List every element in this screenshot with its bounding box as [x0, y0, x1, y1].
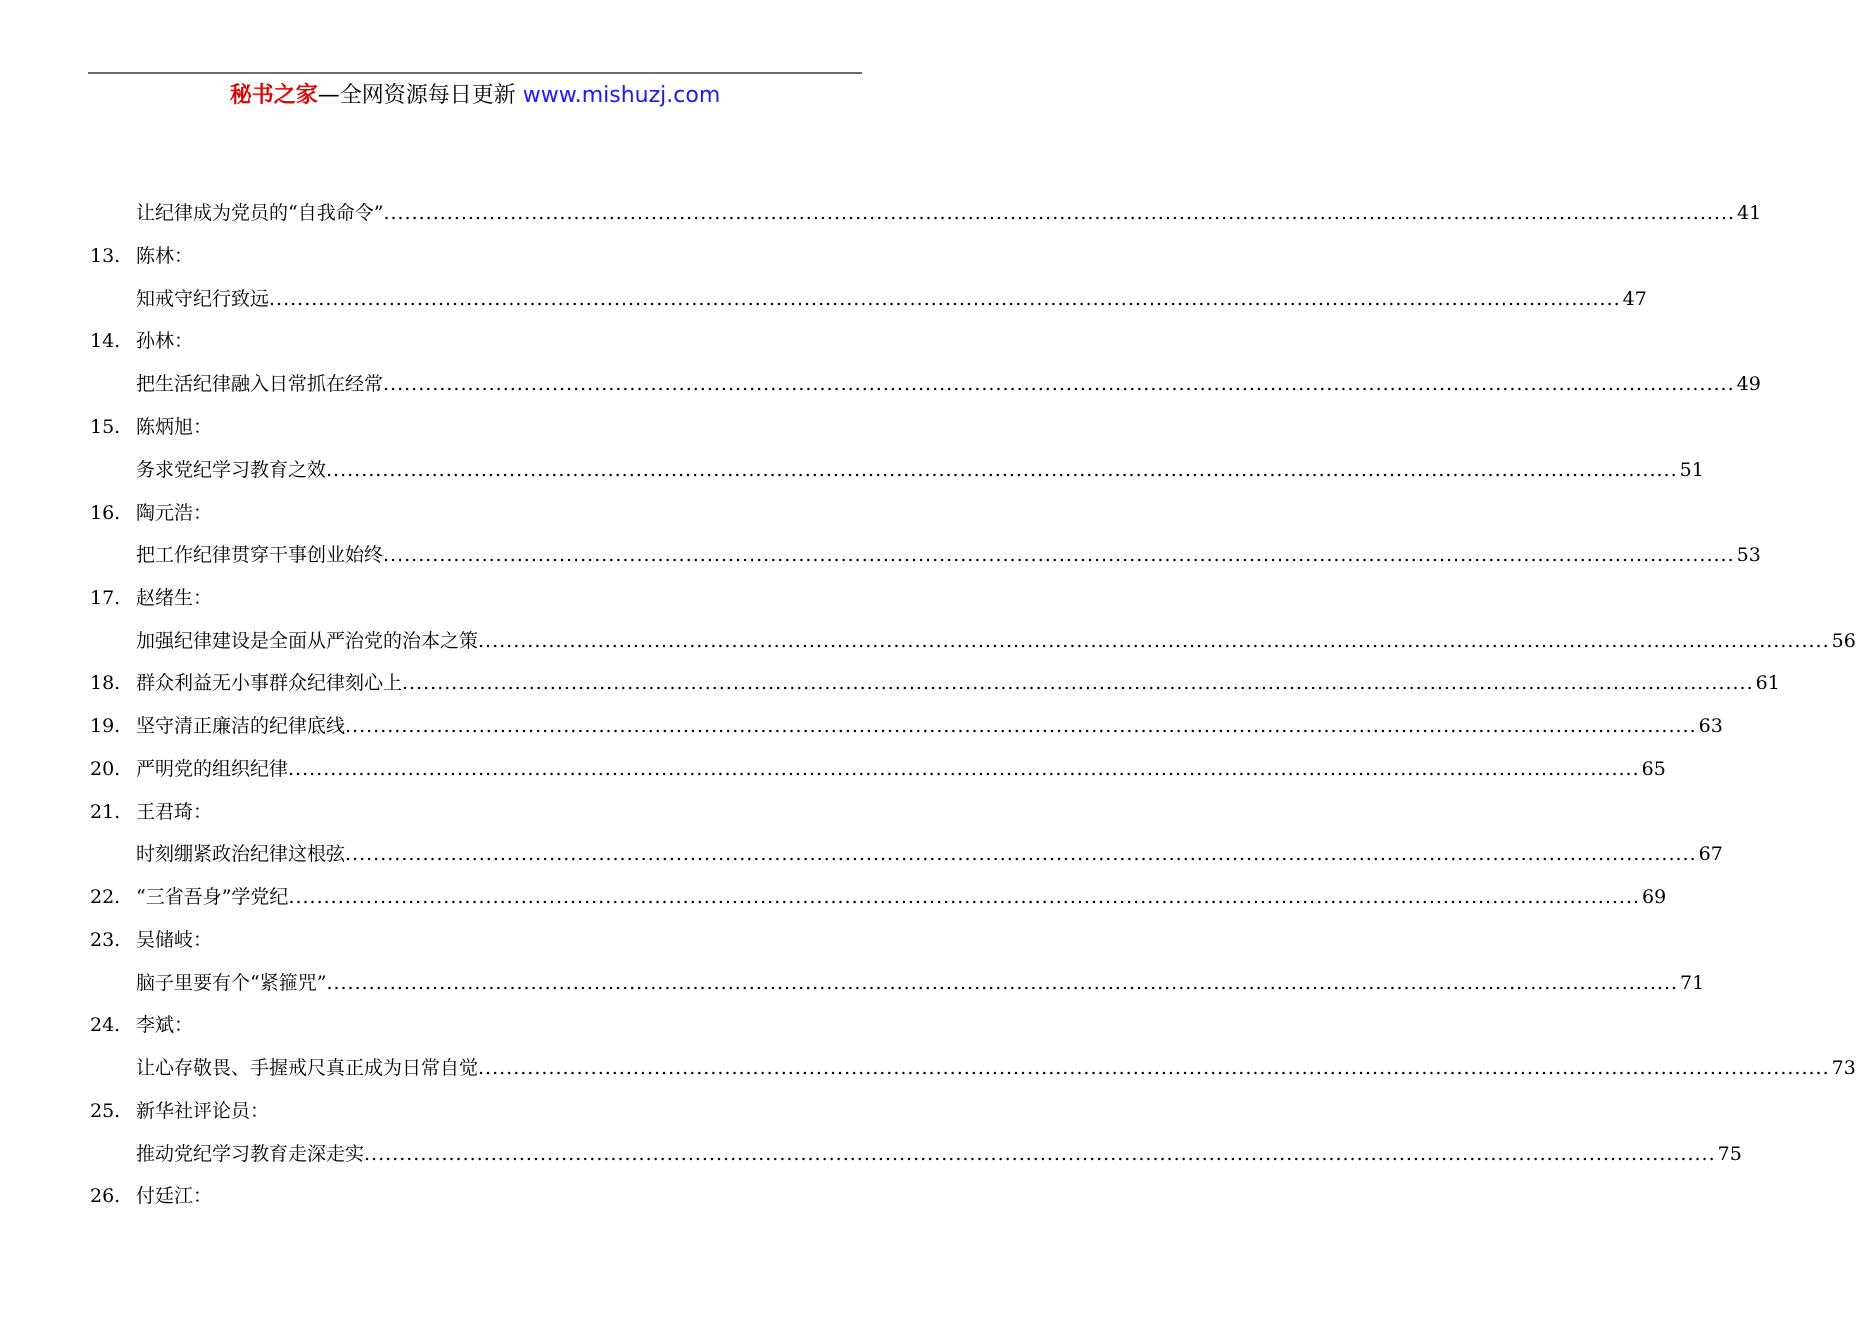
- toc-leader: ................................................................................................................................................................................................: [288, 886, 1641, 908]
- toc-number: 14.: [90, 330, 121, 352]
- toc-leader: ................................................................................................................................................................................................: [326, 972, 1679, 994]
- toc-entry[interactable]: [0, 369, 1761, 399]
- toc-entry-page: 41: [1737, 202, 1762, 224]
- toc-entry-title: 让心存敬畏、手握戒尺真正成为日常自觉: [136, 1057, 479, 1079]
- toc-entry[interactable]: [0, 626, 1856, 656]
- toc-number: 26.: [90, 1185, 121, 1207]
- toc-entry-page: 49: [1736, 373, 1761, 395]
- toc-entry[interactable]: [0, 882, 1667, 912]
- toc-entry-page: 61: [1755, 672, 1780, 694]
- toc-entry-page: 47: [1622, 288, 1647, 310]
- toc-entry-title: 群众利益无小事群众纪律刻心上: [136, 672, 403, 694]
- toc-author-name: 吴储岐：: [136, 929, 213, 951]
- toc-entry-title: 把生活纪律融入日常抓在经常: [136, 373, 384, 395]
- toc-entry-page: 53: [1736, 544, 1761, 566]
- toc-entry[interactable]: [0, 839, 1723, 869]
- toc-number: 25.: [90, 1100, 121, 1122]
- toc-entry-page: 56: [1831, 630, 1856, 652]
- toc-author-name: 新华社评论员：: [136, 1100, 270, 1122]
- toc-author: [0, 1096, 950, 1126]
- toc-entry-page: 51: [1679, 459, 1704, 481]
- toc-entry[interactable]: [0, 754, 1666, 784]
- toc-number: 13.: [90, 245, 121, 267]
- toc-leader: ................................................................................................................................................................................................: [345, 843, 1697, 865]
- toc-author-name: 陈林：: [136, 245, 194, 267]
- toc-entry-title: 严明党的组织纪律: [136, 758, 289, 780]
- toc-number: 20.: [90, 758, 121, 780]
- toc-entry-title: 坚守清正廉洁的纪律底线: [136, 715, 346, 737]
- toc-entry[interactable]: [0, 1139, 1742, 1169]
- toc-entry-page: 65: [1641, 758, 1666, 780]
- toc-entry[interactable]: [0, 540, 1761, 570]
- toc-entry-title: 脑子里要有个“紧箍咒”: [136, 972, 327, 994]
- toc-number: 15.: [90, 416, 121, 438]
- toc-author-name: 李斌：: [136, 1014, 194, 1036]
- toc-author: [0, 583, 950, 613]
- toc-number: 17.: [90, 587, 121, 609]
- toc-entry-page: 63: [1698, 715, 1723, 737]
- toc-entry[interactable]: [0, 198, 1762, 228]
- toc-entry-title: “三省吾身”学党纪: [136, 886, 289, 908]
- toc-leader: ................................................................................................................................................................................................: [364, 1143, 1716, 1165]
- toc-number: 24.: [90, 1014, 121, 1036]
- toc-author-name: 赵绪生：: [136, 587, 213, 609]
- toc-leader: ................................................................................................................................................................................................: [383, 202, 1736, 224]
- toc-leader: ................................................................................................................................................................................................: [288, 758, 1640, 780]
- toc-number: 22.: [90, 886, 121, 908]
- toc-number: 18.: [90, 672, 121, 694]
- toc-leader: ................................................................................................................................................................................................: [383, 544, 1735, 566]
- toc-entry-title: 让纪律成为党员的“自我命令”: [136, 202, 384, 224]
- toc-entry-title: 务求党纪学习教育之效: [136, 459, 327, 481]
- toc-leader: ................................................................................................................................................................................................: [478, 1057, 1830, 1079]
- toc-leader: ................................................................................................................................................................................................: [402, 672, 1754, 694]
- toc-author: [0, 498, 950, 528]
- toc-entry-title: 知戒守纪行致远: [136, 288, 270, 310]
- toc-author: [0, 1010, 950, 1040]
- toc-author-name: 孙林：: [136, 330, 194, 352]
- toc-entry[interactable]: [0, 455, 1704, 485]
- toc-entry[interactable]: [0, 968, 1705, 998]
- toc-leader: ................................................................................................................................................................................................: [269, 288, 1621, 310]
- header-tagline: —全网资源每日更新: [317, 83, 523, 108]
- toc-entry[interactable]: [0, 668, 1780, 698]
- toc-leader: ................................................................................................................................................................................................: [478, 630, 1830, 652]
- toc-number: 16.: [90, 502, 121, 524]
- toc-author-name: 陈炳旭：: [136, 416, 213, 438]
- toc-number: 23.: [90, 929, 121, 951]
- toc-author: [0, 925, 950, 955]
- toc-author-name: 付廷江：: [136, 1185, 213, 1207]
- toc-number: 19.: [90, 715, 121, 737]
- toc-author: [0, 326, 950, 356]
- toc-leader: ................................................................................................................................................................................................: [345, 715, 1697, 737]
- toc-entry-page: 75: [1717, 1143, 1742, 1165]
- toc-entry-title: 推动党纪学习教育走深走实: [136, 1143, 365, 1165]
- toc-leader: ................................................................................................................................................................................................: [383, 373, 1735, 395]
- toc-author: [0, 797, 950, 827]
- brand-name: 秘书之家: [229, 83, 318, 108]
- toc-author: [0, 241, 950, 271]
- toc-entry-page: 69: [1642, 886, 1667, 908]
- toc-entry-page: 71: [1680, 972, 1705, 994]
- toc-leader: ................................................................................................................................................................................................: [326, 459, 1678, 481]
- toc-entry-page: 67: [1698, 843, 1723, 865]
- toc-entry-title: 加强纪律建设是全面从严治党的治本之策: [136, 630, 479, 652]
- toc-author-name: 王君琦：: [136, 801, 213, 823]
- toc-entry-page: 73: [1831, 1057, 1856, 1079]
- toc-number: 21.: [90, 801, 121, 823]
- toc-entry-title: 时刻绷紧政治纪律这根弦: [136, 843, 346, 865]
- site-url[interactable]: www.mishuzj.com: [522, 83, 721, 108]
- toc-entry-title: 把工作纪律贯穿干事创业始终: [136, 544, 384, 566]
- toc-entry[interactable]: [0, 1053, 1856, 1083]
- toc-author-name: 陶元浩：: [136, 502, 213, 524]
- toc-entry[interactable]: [0, 284, 1647, 314]
- toc-entry[interactable]: [0, 711, 1723, 741]
- toc-author: [0, 1181, 950, 1211]
- toc-author: [0, 412, 950, 442]
